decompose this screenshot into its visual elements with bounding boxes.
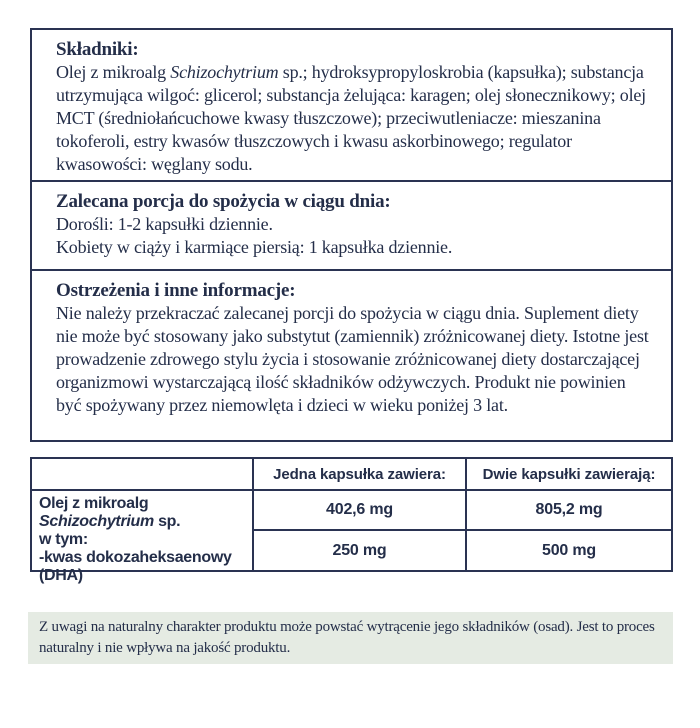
info-sections-box [30,28,673,442]
oil-species-name: Schizochytrium [39,513,154,530]
table-corner-empty-cell [31,458,253,490]
column-header-two-capsules: Dwie kapsułki zawierają: [466,458,672,490]
daily-portion-heading: Zalecana porcja do spożycia w ciągu dnia: [56,191,391,212]
oil-value-two-capsules: 805,2 mg [466,490,672,530]
note-text: Z uwagi na naturalny charakter produktu może powstać wytrącenie jego składników (osad). Jest to proces naturalny i nie wpływa na jakość produktu. [39,619,655,656]
ingredients-species-name: Schizochytrium [170,62,279,82]
dosage-table [30,457,673,584]
oil-label-post: sp. [153,513,181,530]
table-row-oil [31,490,672,530]
section-warnings [32,269,671,440]
row-label-inner [32,491,252,584]
ingredients-body [56,61,651,176]
daily-portion-pregnant-line: Kobiety w ciąży i karmiące piersią: 1 kapsułka dziennie. [56,237,453,257]
ingredients-heading: Składniki: [56,39,139,60]
warnings-body: Nie należy przekraczać zalecanej porcji do spożycia w ciągu dnia. Suplement diety nie może być stosowany jako substytut (zamiennik) zróżnicowanej diety. Istotne jest prowadzenie zdrowego stylu życia i stosowanie zróżnicowanej diety dostarczającej organizmowi wystarczającą ilość składników odżywczych. Produkt nie powinien być spożywany przez niemowlęta i dzieci w wieku poniżej 3 lat. [56,303,649,415]
ingredients-body-pre: Olej z mikroalg [56,62,171,82]
ingredients-body-rest: sp.; hydroksypropyloskrobia (kapsułka); substancja utrzymująca wilgoć: glicerol; substancja żelująca: karagen; olej słonecznikowy; olej MCT (średniołańcuchowe kwasy tłuszczowe); przeciwutleniacze: mieszanina tokoferoli, estry kwasów tłuszczowych i kwasu askorbinowego; regulator kwasowości: węglany sodu. [56,62,646,174]
oil-label-pre: Olej z mikroalg [39,495,149,512]
dha-value-two-capsules: 500 mg [466,530,672,571]
oil-label-line2: w tym: [39,531,88,548]
warnings-heading: Ostrzeżenia i inne informacje: [56,280,296,301]
dha-value-one-capsule: 250 mg [253,530,466,571]
row-label-oil-and-dha [31,490,253,584]
oil-label [39,495,248,549]
section-ingredients [32,30,671,180]
natural-sediment-note [28,612,673,664]
column-header-one-capsule: Jedna kapsułka zawiera: [253,458,466,490]
section-daily-portion [32,180,671,269]
oil-value-one-capsule: 402,6 mg [253,490,466,530]
supplement-label [0,28,700,728]
table-header-row [31,458,672,490]
daily-portion-adults-line: Dorośli: 1-2 kapsułki dziennie. [56,214,273,234]
dha-label: -kwas dokozaheksaenowy (DHA) [39,549,232,584]
